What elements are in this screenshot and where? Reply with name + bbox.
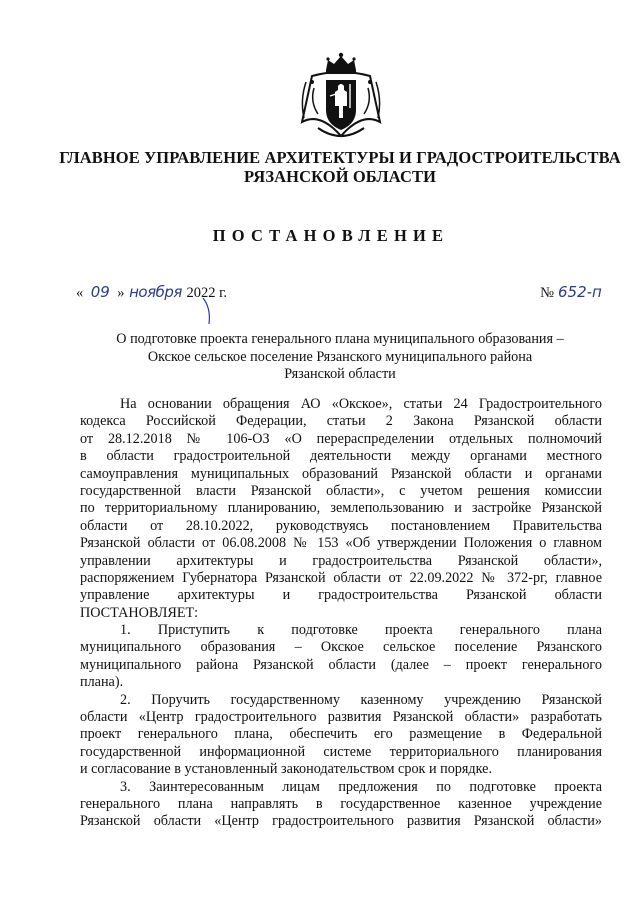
organization-name-line-2: РЯЗАНСКОЙ ОБЛАСТИ	[243, 167, 437, 186]
date-year: 2022 г.	[186, 285, 228, 301]
body-line: в области градостроительной деятельности между органами местного	[80, 448, 602, 465]
document-subject	[70, 331, 610, 384]
body-line: государственной информационной системе территориального планирования	[80, 743, 602, 760]
number-handwritten: 652-п	[558, 283, 602, 301]
body-line: генерального плана направлять в государственное казенное учреждение	[80, 795, 602, 812]
subject-line: Окское сельское поселение Рязанского муниципального района	[147, 348, 533, 365]
body-line: кодекса Российской Федерации, статьи 2 Закона Рязанской области	[80, 413, 602, 430]
body-line: плана).	[80, 674, 124, 691]
body-line: по территориальному планированию, землепользованию и застройке Рязанской	[80, 500, 602, 517]
body-line: Рязанской области «Центр градостроительного развития Рязанской области»	[80, 813, 602, 830]
body-line: муниципального района Рязанской области (далее – проект генерального	[80, 656, 602, 673]
subject-line: О подготовке проекта генерального плана муниципального образования –	[116, 331, 564, 347]
body-line: управление архитектуры и градостроительства Рязанской области	[80, 587, 602, 604]
date-close-quote: »	[117, 285, 125, 301]
body-line: 3. Заинтересованным лицам предложения по подготовке проекта	[120, 778, 602, 795]
body-line: области от 28.10.2022, руководствуясь постановлением Правительства	[80, 517, 602, 534]
body-line: ПОСТАНОВЛЯЕТ:	[80, 604, 199, 621]
body-line: 1. Приступить к подготовке проекта генерального плана	[120, 622, 602, 639]
subject-line: Рязанской области	[284, 366, 396, 382]
body-line: управлении архитектуры и градостроительства Рязанской области»,	[80, 552, 602, 569]
body-line: и согласование в установленный законодательством срок и порядке.	[80, 761, 493, 778]
body-line: государственной власти Рязанской области», с учетом решения комиссии	[80, 482, 602, 499]
body-line: распоряжением Губернатора Рязанской области от 22.09.2022 № 372-рг, главное	[80, 569, 602, 586]
body-line: от 28.12.2018 № 106-ОЗ «О перераспределении отдельных полномочий	[80, 430, 602, 447]
document-type-title: ПОСТАНОВЛЕНИЕ	[212, 226, 450, 245]
date-open-quote: «	[76, 285, 84, 301]
body-line: Рязанской области от 06.08.2008 № 153 «Об утверждении Положения о главном	[80, 535, 602, 552]
number-prefix: №	[540, 285, 554, 301]
body-line: 2. Поручить государственному казенному учреждению Рязанской	[120, 691, 602, 708]
body-line: области «Центр градостроительного развития Рязанской области» разработать	[80, 709, 602, 726]
date-day-handwritten: 09	[90, 283, 110, 301]
document-number	[540, 283, 606, 302]
body-line: проект генерального плана, обеспечить его размещение в Федеральной	[80, 726, 602, 743]
body-line: муниципального образования – Окское сельское поселение Рязанского	[80, 639, 602, 656]
body-line: На основании обращения АО «Окское», статьи 24 Градостроительного	[120, 396, 602, 412]
document-body	[80, 396, 602, 831]
pen-stroke-icon	[201, 296, 221, 326]
body-line: самоуправления муниципальных образований Рязанской области и органами	[80, 465, 602, 482]
organization-name-line-1: ГЛАВНОЕ УПРАВЛЕНИЕ АРХИТЕКТУРЫ И ГРАДОСТРОИТЕЛЬСТВА	[59, 148, 621, 167]
ryazan-coat-of-arms-icon	[292, 52, 390, 144]
date-month-handwritten: ноября	[129, 283, 182, 301]
